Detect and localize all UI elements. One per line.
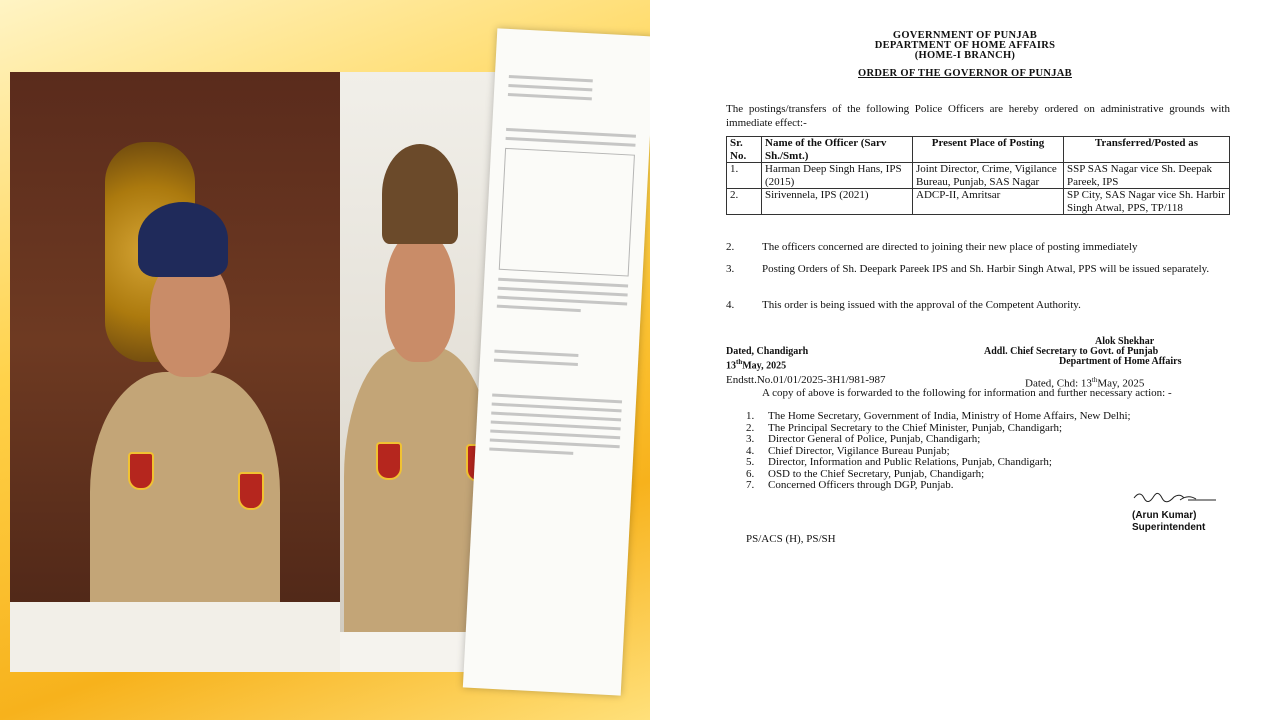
paragraph-number: 3.: [726, 263, 735, 275]
paragraph-3: [726, 262, 1230, 276]
list-item: 7. Concerned Officers through DGP, Punjab.: [746, 479, 954, 491]
paragraph-4: [726, 298, 1230, 312]
cell-present: Joint Director, Crime, Vigilance Bureau, Punjab, SAS Nagar: [913, 163, 1064, 189]
list-item: 2. The Principal Secretary to the Chief Minister, Punjab, Chandigarh;: [746, 421, 1063, 434]
col-officer-name: Name of the Officer (Sarv Sh./Smt.): [762, 137, 913, 163]
copy-forward-text: A copy of above is forwarded to the following for information and further necessary action: -: [762, 387, 1172, 399]
endorsement-number: Endstt.No.01/01/2025-3H1/981-987: [726, 374, 886, 386]
table-row: [727, 163, 1230, 189]
paragraph-text: This order is being issued with the approval of the Competent Authority.: [762, 299, 1081, 311]
cell-name: Sirivennela, IPS (2021): [762, 189, 913, 215]
shoulder-badge: [376, 442, 402, 480]
dated-place: Dated, Chandigarh: [726, 346, 809, 357]
paragraph-text: The officers concerned are directed to joining their new place of posting immediately: [762, 241, 1138, 253]
handwritten-signature: [1130, 488, 1220, 504]
paragraph-number: 4.: [726, 299, 735, 311]
col-sr-no: Sr. No.: [727, 137, 762, 163]
paragraph-2: [726, 240, 1230, 254]
shoulder-badge: [128, 452, 154, 490]
officer-face: [385, 232, 455, 362]
table-header-row: [727, 137, 1230, 163]
cell-posted: SSP SAS Nagar vice Sh. Deepak Pareek, IPS: [1064, 163, 1230, 189]
dated-date: 13thMay, 2025: [726, 358, 787, 372]
list-item: 1. The Home Secretary, Government of India, Ministry of Home Affairs, New Delhi;: [746, 410, 1131, 422]
shoulder-badge: [238, 472, 264, 510]
paragraph-text: Posting Orders of Sh. Deepark Pareek IPS and Sh. Harbir Singh Atwal, PPS will be issued separately.: [762, 263, 1210, 275]
intro-paragraph: The postings/transfers of the following Police Officers are hereby ordered on administrative grounds with immediate effect:-: [726, 103, 1230, 129]
cell-posted: SP City, SAS Nagar vice Sh. Harbir Singh Atwal, PPS, TP/118: [1064, 189, 1230, 215]
signatory-department: Department of Home Affairs: [1059, 356, 1182, 367]
officer-peaked-cap: [382, 144, 458, 244]
cell-sr: 2.: [727, 189, 762, 215]
signatory-designation: Addl. Chief Secretary to Govt. of Punjab: [984, 346, 1159, 357]
signatory-name: Alok Shekhar: [1095, 336, 1155, 347]
cell-present: ADCP-II, Amritsar: [913, 189, 1064, 215]
officer-beret: [138, 202, 228, 277]
superintendent-name: (Arun Kumar): [1132, 510, 1197, 521]
cell-sr: 1.: [727, 163, 762, 189]
header-branch: (HOME-I BRANCH): [914, 50, 1016, 61]
footer-reference: PS/ACS (H), PS/SH: [746, 533, 836, 545]
list-item: 6. OSD to the Chief Secretary, Punjab, Chandigarh;: [746, 467, 985, 480]
paragraph-number: 2.: [726, 241, 735, 253]
list-item: 5. Director, Information and Public Relations, Punjab, Chandigarh;: [746, 456, 1052, 468]
desk: [10, 602, 340, 672]
government-order-document: [650, 0, 1280, 720]
postings-table: [726, 136, 1230, 215]
col-present-posting: Present Place of Posting: [913, 137, 1064, 163]
list-item: 4. Chief Director, Vigilance Bureau Punjab;: [746, 444, 950, 457]
list-item: 3. Director General of Police, Punjab, Chandigarh;: [746, 433, 981, 445]
table-row: [727, 189, 1230, 215]
header-government: GOVERNMENT OF PUNJAB: [892, 30, 1038, 41]
col-transferred-as: Transferred/Posted as: [1064, 137, 1230, 163]
header-department: DEPARTMENT OF HOME AFFAIRS: [874, 40, 1056, 51]
cell-name: Harman Deep Singh Hans, IPS (2015): [762, 163, 913, 189]
endorsement-date: Dated, Chd: 13thMay, 2025: [1025, 376, 1145, 390]
copy-recipients-list: [746, 411, 1226, 492]
officer-photo-left: [10, 72, 340, 672]
order-title: ORDER OF THE GOVERNOR OF PUNJAB: [858, 68, 1072, 79]
superintendent-designation: Superintendent: [1132, 522, 1206, 533]
